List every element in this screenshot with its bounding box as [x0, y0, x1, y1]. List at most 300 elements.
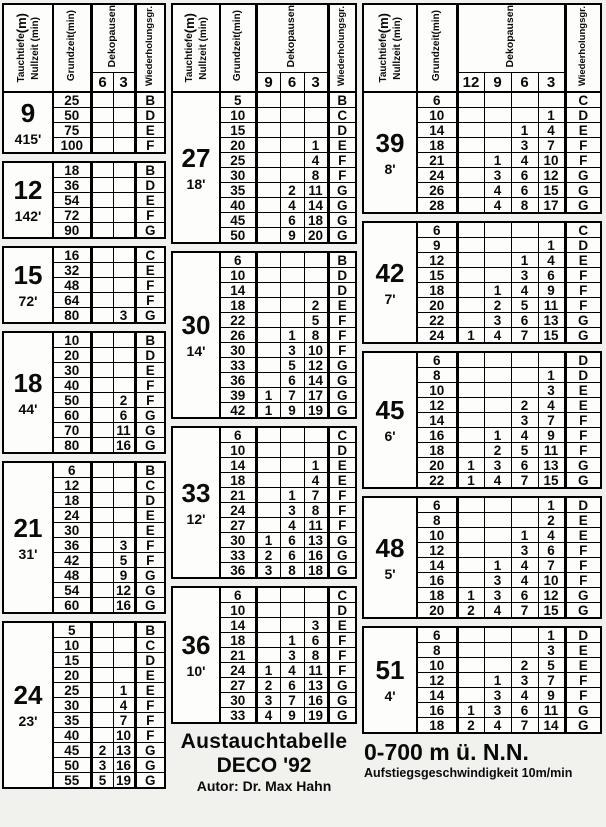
deco-stop-cell-12m [457, 543, 484, 558]
deco-table-39 [362, 3, 602, 214]
deco-stop-cell-9m [256, 138, 280, 153]
deco-table-24 [2, 621, 166, 789]
deco-stop-cell-9m [484, 108, 511, 123]
deco-stop-cell-6m: 7 [511, 328, 538, 344]
depth-cell-51 [363, 627, 417, 733]
deco-stop-cell-3m: 6 [304, 633, 328, 648]
depth-header-labels [173, 13, 219, 83]
deco-stop-cell-9m [256, 458, 280, 473]
deco-stop-cell-3m: 10 [538, 573, 565, 588]
deco-stop-cell-12m [457, 558, 484, 573]
deco-stop-cell-9m [256, 473, 280, 488]
deco-stop-cell-6m [91, 308, 113, 324]
deco-stop-cell-12m [457, 658, 484, 673]
grundzeit-cell: 25 [53, 683, 91, 698]
deco-stop-cell-6m: 7 [511, 718, 538, 734]
deco-stop-cell-3m: 11 [538, 298, 565, 313]
deco-stop-cell-9m [256, 618, 280, 633]
deco-stop-cell-6m [91, 263, 113, 278]
repeat-group-cell: F [328, 663, 356, 678]
deco-stop-cell-3m: 16 [304, 548, 328, 563]
repeat-group-cell: F [565, 543, 601, 558]
deco-stop-cell-6m [280, 603, 304, 618]
deco-stop-cell-6m: 6 [280, 533, 304, 548]
deco-stop-cell-6m: 5 [511, 443, 538, 458]
deco-stop-cell-3m [113, 123, 135, 138]
deco-table-27 [171, 3, 357, 244]
grundzeit-cell: 25 [53, 92, 91, 108]
deco-stop-cell-9m [256, 603, 280, 618]
deco-stop-cell-9m [256, 373, 280, 388]
repeat-group-cell: G [565, 603, 601, 619]
deco-stop-cell-9m [256, 587, 280, 603]
nullzeit-value: 44' [18, 400, 38, 417]
grundzeit-cell: 6 [220, 252, 256, 268]
deco-stop-cell-3m: 14 [304, 198, 328, 213]
repeat-group-cell: G [565, 588, 601, 603]
deco-stop-cell-3m: 13 [304, 533, 328, 548]
deco-stop-cell-9m: 3 [484, 313, 511, 328]
meters-unit-label: (m) [181, 13, 197, 34]
table-body-18 [3, 332, 165, 453]
deco-stop-cell-6m: 2 [280, 183, 304, 198]
deco-stop-cell-6m [280, 92, 304, 108]
deco-stop-cell-3m: 7 [538, 673, 565, 688]
deco-stop-cell-9m [256, 153, 280, 168]
grundzeit-cell: 18 [220, 298, 256, 313]
grundzeit-cell: 24 [53, 508, 91, 523]
deco-stop-cell-12m: 1 [457, 703, 484, 718]
deco-stop-cell-3m: 11 [304, 663, 328, 678]
grundzeit-cell: 80 [53, 438, 91, 454]
repeat-group-cell: E [565, 383, 601, 398]
deco-stop-cell-3m [304, 92, 328, 108]
depth-cell-18 [3, 332, 53, 453]
deco-stop-cell-12m [457, 283, 484, 298]
deco-stop-cell-3m: 1 [304, 458, 328, 473]
deco-table-21 [2, 461, 166, 614]
deco-stop-cell-6m [91, 208, 113, 223]
deco-stop-cell-9m [256, 108, 280, 123]
table-row [172, 252, 356, 268]
deco-stop-cell-9m [256, 503, 280, 518]
grundzeit-cell: 42 [53, 553, 91, 568]
deco-stop-cell-3m [113, 462, 135, 478]
deco-table-15 [2, 246, 166, 324]
grundzeit-cell: 12 [417, 543, 457, 558]
deco-stop-cell-12m [457, 513, 484, 528]
deco-stop-cell-9m [484, 238, 511, 253]
repeat-group-cell: F [328, 633, 356, 648]
deco-stop-cell-6m [91, 138, 113, 154]
deco-stop-cell-9m: 3 [484, 573, 511, 588]
repeat-group-cell: G [135, 743, 165, 758]
grundzeit-cell: 8 [417, 368, 457, 383]
deco-stop-cell-6m [91, 278, 113, 293]
deco-stop-cell-3m [304, 108, 328, 123]
deco-stop-cell-6m [91, 162, 113, 178]
deco-stop-cell-3m: 6 [538, 268, 565, 283]
grundzeit-cell: 35 [53, 713, 91, 728]
grundzeit-cell: 9 [417, 238, 457, 253]
deco-stop-cell-3m: 10 [304, 343, 328, 358]
deco-stop-cell-6m [91, 493, 113, 508]
grundzeit-cell: 32 [53, 263, 91, 278]
repeat-group-cell: D [328, 443, 356, 458]
deco-stop-cell-3m [304, 283, 328, 298]
depth-value: 27 [181, 142, 211, 173]
grundzeit-cell: 6 [417, 92, 457, 108]
grundzeit-cell: 20 [417, 603, 457, 619]
grundzeit-cell: 80 [53, 308, 91, 324]
repeat-group-cell: B [328, 92, 356, 108]
deco-stop-cell-6m [280, 168, 304, 183]
grundzeit-cell: 39 [220, 388, 256, 403]
repeat-group-cell: G [328, 403, 356, 419]
deco-stop-cell-3m: 20 [304, 228, 328, 244]
repeat-group-cell: G [135, 438, 165, 454]
deco-stop-cell-12m [457, 643, 484, 658]
table-row [363, 497, 601, 513]
nullzeit-value: 6' [384, 428, 396, 445]
repeat-group-cell: B [135, 92, 165, 108]
deco-stop-cell-6m: 4 [511, 283, 538, 298]
header-dekopausen [457, 4, 565, 73]
grundzeit-cell: 18 [417, 718, 457, 734]
repeat-group-cell: D [328, 283, 356, 298]
header-label-row [363, 4, 601, 73]
deco-stop-cell-12m [457, 497, 484, 513]
deco-stop-cell-6m [280, 443, 304, 458]
deco-stop-cell-3m: 11 [538, 443, 565, 458]
grundzeit-cell: 8 [417, 643, 457, 658]
deco-stop-cell-6m [91, 568, 113, 583]
deco-table-42 [362, 221, 602, 344]
grundzeit-cell: 15 [417, 268, 457, 283]
grundzeit-cell: 5 [220, 92, 256, 108]
deco-stop-cell-12m [457, 368, 484, 383]
header-grundzeit [53, 4, 91, 92]
repeat-group-cell: F [565, 673, 601, 688]
deco-stop-cell-3m [113, 638, 135, 653]
deco-stop-cell-6m: 3 [280, 343, 304, 358]
grundzeit-cell: 18 [417, 588, 457, 603]
deco-stop-cell-6m: 5 [280, 358, 304, 373]
grundzeit-cell: 8 [417, 513, 457, 528]
deco-stop-cell-3m [113, 138, 135, 154]
deco-stop-cell-3m: 7 [538, 413, 565, 428]
deco-stop-cell-12m: 2 [457, 603, 484, 619]
grundzeit-cell: 21 [417, 153, 457, 168]
deco-stop-cell-9m [484, 528, 511, 543]
deco-stop-cell-12m [457, 383, 484, 398]
deco-stop-cell-3m: 3 [113, 538, 135, 553]
title-block [171, 730, 357, 795]
deco-stop-cell-3m: 12 [538, 168, 565, 183]
table-header [3, 4, 165, 92]
deco-stop-cell-3m [113, 178, 135, 193]
deco-table-48 [362, 496, 602, 619]
grundzeit-cell: 70 [53, 423, 91, 438]
deco-stop-cell-3m: 5 [113, 553, 135, 568]
nullzeit-value: 23' [18, 713, 38, 730]
deco-stop-cell-9m: 4 [484, 603, 511, 619]
grundzeit-cell: 10 [417, 108, 457, 123]
deco-stop-cell-3m: 7 [538, 138, 565, 153]
grundzeit-cell: 30 [220, 168, 256, 183]
deco-stop-cell-12m [457, 222, 484, 238]
grundzeit-cell: 15 [220, 123, 256, 138]
repeat-group-cell: E [328, 138, 356, 153]
deco-stop-cell-3m: 10 [113, 728, 135, 743]
nullzeit-value: 18' [186, 175, 206, 192]
deco-stop-cell-3m: 3 [538, 643, 565, 658]
repeat-group-cell: E [135, 683, 165, 698]
deco-stop-cell-3m [113, 247, 135, 263]
grundzeit-cell: 50 [53, 758, 91, 773]
deco-stop-cell-6m: 4 [280, 198, 304, 213]
grundzeit-cell: 28 [417, 198, 457, 214]
repeat-group-cell: F [565, 428, 601, 443]
grundzeit-cell: 33 [220, 708, 256, 724]
grundzeit-cell: 22 [220, 313, 256, 328]
grundzeit-cell: 20 [220, 138, 256, 153]
deco-stop-cell-3m [304, 252, 328, 268]
deco-stop-cell-6m: 1 [511, 528, 538, 543]
deco-stop-cell-6m [511, 368, 538, 383]
tauchtiefe-label: Tauchtiefe(m) [375, 13, 391, 83]
deco-stop-cell-6m [511, 383, 538, 398]
deco-stop-cell-6m [91, 508, 113, 523]
deco-stop-cell-3m: 6 [538, 543, 565, 558]
grundzeit-cell: 33 [220, 548, 256, 563]
deco-stop-cell-6m [280, 473, 304, 488]
grundzeit-cell: 18 [417, 443, 457, 458]
wiederholungsgr-label: Wiederholungsgr. [144, 5, 156, 86]
header-stop-3: 3 [538, 73, 565, 93]
deco-stop-cell-12m [457, 313, 484, 328]
deco-stop-cell-6m [91, 538, 113, 553]
repeat-group-cell: D [565, 368, 601, 383]
deco-stop-cell-3m: 13 [538, 458, 565, 473]
repeat-group-cell: C [328, 427, 356, 443]
deco-stop-cell-3m [113, 193, 135, 208]
deco-stop-cell-9m [256, 183, 280, 198]
ascent-rate-label: Aufstiegsgeschwindigkeit 10m/min [364, 765, 573, 780]
deco-stop-cell-12m: 1 [457, 588, 484, 603]
deco-stop-cell-3m [113, 622, 135, 638]
grundzeit-cell: 20 [417, 298, 457, 313]
deco-stop-cell-3m [113, 223, 135, 239]
deco-stop-cell-3m [113, 293, 135, 308]
repeat-group-cell: E [565, 528, 601, 543]
table-body-48 [363, 497, 601, 618]
deco-stop-cell-9m: 3 [484, 458, 511, 473]
grundzeit-cell: 60 [53, 408, 91, 423]
nullzeit-value: 5' [384, 565, 396, 582]
nullzeit-value: 7' [384, 290, 396, 307]
deco-stop-cell-6m: 4 [511, 428, 538, 443]
deco-stop-cell-3m [113, 92, 135, 108]
repeat-group-cell: E [565, 123, 601, 138]
depth-value: 18 [13, 367, 43, 398]
deco-stop-cell-12m [457, 108, 484, 123]
deco-stop-cell-9m [256, 343, 280, 358]
grundzeit-cell: 48 [53, 568, 91, 583]
grundzeit-cell: 100 [53, 138, 91, 154]
repeat-group-cell: G [328, 708, 356, 724]
grundzeit-cell: 64 [53, 293, 91, 308]
deco-stop-cell-12m [457, 238, 484, 253]
header-tauchtiefe-nullzeit [3, 4, 53, 92]
grundzeit-cell: 90 [53, 223, 91, 239]
deco-stop-cell-3m: 1 [538, 238, 565, 253]
deco-stop-cell-12m [457, 198, 484, 214]
repeat-group-cell: E [565, 643, 601, 658]
deco-stop-cell-6m [511, 108, 538, 123]
repeat-group-cell: G [135, 223, 165, 239]
deco-stop-cell-6m [280, 313, 304, 328]
deco-stop-cell-12m [457, 443, 484, 458]
deco-stop-cell-12m [457, 253, 484, 268]
grundzeit-cell: 10 [417, 658, 457, 673]
deco-stop-cell-12m [457, 138, 484, 153]
grundzeit-cell: 12 [417, 673, 457, 688]
header-wiederholungsgruppe [565, 4, 601, 92]
deco-stop-cell-3m: 4 [538, 123, 565, 138]
deco-stop-cell-6m: 9 [280, 708, 304, 724]
repeat-group-cell: F [565, 443, 601, 458]
deco-stop-cell-6m [91, 247, 113, 263]
deco-stop-cell-9m: 2 [484, 443, 511, 458]
repeat-group-cell: C [135, 478, 165, 493]
depth-header-labels [4, 13, 52, 83]
deco-stop-cell-12m [457, 92, 484, 108]
depth-cell-9 [3, 92, 53, 153]
grundzeit-cell: 10 [417, 528, 457, 543]
table-row [3, 332, 165, 348]
deco-stop-cell-6m [91, 622, 113, 638]
depth-value: 51 [375, 655, 405, 686]
repeat-group-cell: F [565, 283, 601, 298]
deco-stop-cell-9m [484, 253, 511, 268]
grundzeit-cell: 10 [53, 638, 91, 653]
grundzeit-cell: 14 [417, 688, 457, 703]
deco-stop-cell-3m [113, 108, 135, 123]
repeat-group-cell: G [565, 703, 601, 718]
repeat-group-cell: D [565, 627, 601, 643]
depth-value: 33 [181, 477, 211, 508]
table-row [3, 92, 165, 108]
table-body-21 [3, 462, 165, 613]
repeat-group-cell: G [135, 308, 165, 324]
nullzeit-value: 14' [186, 343, 206, 360]
deco-stop-cell-3m [113, 508, 135, 523]
deco-stop-cell-9m [484, 413, 511, 428]
deco-stop-cell-3m: 16 [113, 598, 135, 614]
grundzeit-cell: 25 [220, 153, 256, 168]
deco-stop-cell-3m: 7 [304, 488, 328, 503]
repeat-group-cell: C [565, 222, 601, 238]
deco-stop-cell-3m [113, 653, 135, 668]
grundzeit-cell: 14 [417, 123, 457, 138]
grundzeit-cell: 35 [220, 183, 256, 198]
repeat-group-cell: F [135, 393, 165, 408]
grundzeit-cell: 50 [220, 228, 256, 244]
repeat-group-cell: D [328, 268, 356, 283]
header-tauchtiefe-nullzeit [363, 4, 417, 92]
grundzeit-cell: 14 [417, 558, 457, 573]
repeat-group-cell: F [328, 488, 356, 503]
deco-table-30 [171, 251, 357, 419]
repeat-group-cell: E [328, 473, 356, 488]
grundzeit-cell: 20 [417, 458, 457, 473]
repeat-group-cell: E [565, 253, 601, 268]
table-row [172, 92, 356, 108]
repeat-group-cell: G [328, 548, 356, 563]
deco-stop-cell-6m [280, 123, 304, 138]
deco-stop-cell-6m [91, 713, 113, 728]
depth-value: 12 [13, 175, 43, 206]
deco-stop-cell-6m: 1 [511, 123, 538, 138]
deco-stop-cell-12m: 2 [457, 718, 484, 734]
deco-stop-cell-3m: 17 [304, 388, 328, 403]
repeat-group-cell: F [565, 153, 601, 168]
deco-stop-cell-6m [91, 438, 113, 454]
repeat-group-cell: F [328, 153, 356, 168]
deco-stop-cell-9m [256, 488, 280, 503]
repeat-group-cell: D [565, 497, 601, 513]
grundzeit-cell: 22 [417, 473, 457, 489]
dekopausen-label: Dekopausen [285, 5, 298, 68]
deco-stop-cell-9m: 1 [484, 673, 511, 688]
repeat-group-cell: D [135, 178, 165, 193]
deco-stop-cell-3m: 9 [113, 568, 135, 583]
grundzeit-cell: 24 [220, 503, 256, 518]
deco-stop-cell-9m: 4 [484, 198, 511, 214]
deco-stop-cell-6m: 6 [280, 548, 304, 563]
grundzeit-label: Grundzeit(min) [65, 10, 77, 82]
deco-stop-cell-6m [280, 283, 304, 298]
deco-stop-cell-3m: 13 [304, 678, 328, 693]
deco-stop-cell-6m: 9 [280, 403, 304, 419]
deco-stop-cell-6m: 7 [280, 388, 304, 403]
deco-stop-cell-3m: 8 [304, 503, 328, 518]
deco-stop-cell-3m [538, 222, 565, 238]
tables-27-36 [171, 3, 357, 724]
table-author: Autor: Dr. Max Hahn [196, 777, 332, 794]
nullzeit-value: 142' [14, 208, 42, 225]
grundzeit-cell: 6 [417, 352, 457, 368]
deco-stop-cell-3m: 9 [538, 428, 565, 443]
tauchtiefe-label: Tauchtiefe(m) [181, 13, 197, 83]
deco-stop-cell-3m: 15 [538, 328, 565, 344]
repeat-group-cell: F [328, 648, 356, 663]
deco-stop-cell-3m: 19 [304, 403, 328, 419]
deco-stop-cell-9m: 4 [256, 708, 280, 724]
repeat-group-cell: G [565, 183, 601, 198]
nullzeit-label: Nullzeit (min) [197, 16, 209, 80]
grundzeit-cell: 36 [53, 178, 91, 193]
deco-stop-cell-3m: 4 [538, 528, 565, 543]
deco-stop-cell-6m [91, 123, 113, 138]
deco-stop-cell-6m: 4 [511, 688, 538, 703]
deco-stop-cell-6m: 3 [91, 758, 113, 773]
grundzeit-cell: 36 [53, 538, 91, 553]
grundzeit-cell: 36 [220, 373, 256, 388]
tauchtiefe-label: Tauchtiefe(m) [13, 13, 29, 83]
depth-value: 45 [375, 395, 405, 426]
